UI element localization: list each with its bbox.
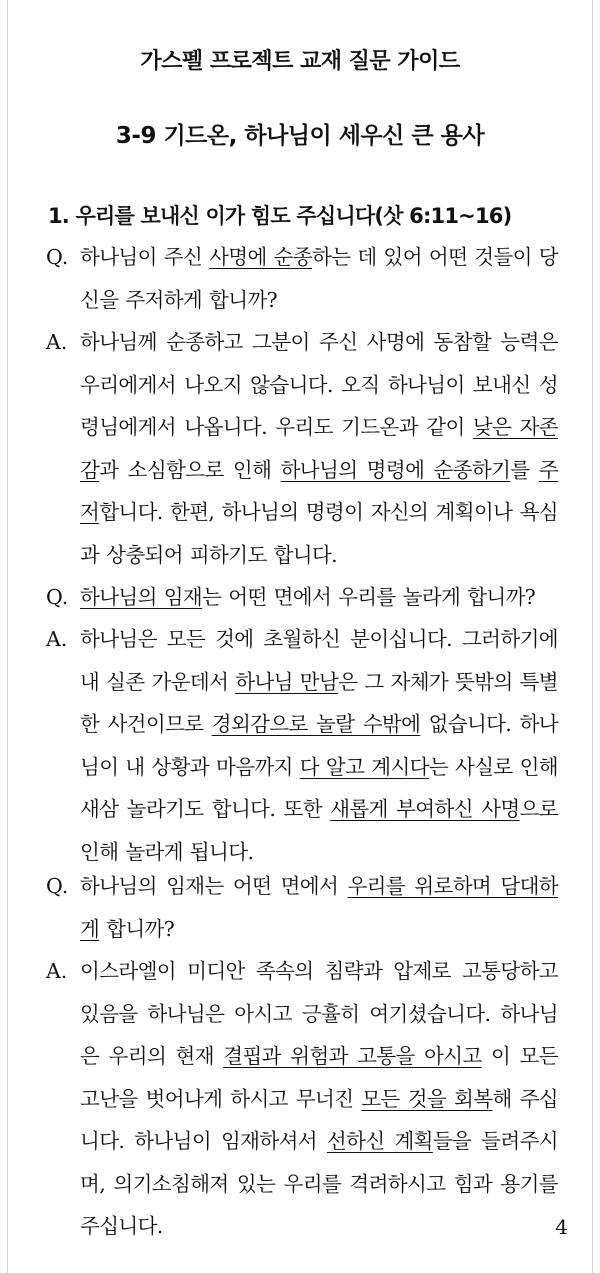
answer-text: [80, 618, 558, 873]
underlined-phrase: 하나님 만남: [235, 669, 339, 694]
question-text: [80, 236, 558, 321]
text-segment: 는 사실로 인해 새삼 놀라기도 합니다. 또한: [80, 754, 558, 821]
question-block: [46, 236, 558, 321]
question-text: [80, 576, 558, 619]
answer-text: [80, 321, 558, 576]
page-edge-left: [7, 0, 8, 1273]
lesson-title: 3-9 기드온, 하나님이 세우신 큰 용사: [115, 123, 485, 149]
question-block: [46, 576, 558, 619]
text-segment: 합니까?: [99, 916, 175, 941]
text-segment: 해 주십니다. 하나님이 임재하셔서: [80, 1086, 558, 1153]
text-segment: 하나님께 순종하고 그분이 주신 사명에 동참할 능력은 우리에게서 나오지 않습니다. 오직 하나님이 보내신 성령님에게서 나옵니다. 우리도 기드온과 같이: [80, 330, 558, 439]
text-segment: 합니다. 한편, 하나님의 명령이 자신의 계획이나 욕심과 상충되어 피하기도 합니다.: [80, 500, 558, 567]
text-segment: 는 어떤 면에서 우리를 놀라게 합니까?: [202, 585, 536, 609]
underlined-phrase: 사명에 순종: [209, 245, 313, 269]
answer-marker: A.: [46, 959, 68, 983]
guide-title: 가스펠 프로젝트 교재 질문 가이드: [140, 49, 460, 74]
text-segment: 하나님의 임재는 어떤 면에서: [80, 874, 348, 898]
question-text: [80, 865, 558, 950]
question-marker: Q.: [46, 874, 69, 898]
text-segment: 하는 데 있어 어떤 것들이 당신을 주저하게 합니까?: [80, 245, 558, 312]
underlined-phrase: 새롭게 부여하신 사명: [330, 797, 520, 821]
underlined-phrase: 주저: [80, 457, 559, 524]
text-segment: 이 모든 고난을 벗어나게 하시고 무너진: [80, 1044, 559, 1111]
underlined-phrase: 다 알고 계시다: [299, 754, 429, 779]
text-segment: 들을 들려주시며, 의기소침해져 있는 우리를 격려하시고 힘과 용기를 주십니다.: [80, 1129, 558, 1238]
question-marker: Q.: [46, 585, 69, 609]
text-segment: 과 소심함으로 인해: [99, 457, 281, 482]
underlined-phrase: 우리를 위로하며 담대하게: [80, 874, 558, 941]
text-segment: 이스라엘이 미디안 족속의 침략과 압제로 고통당하고 있음을 하나님은 아시고 긍휼히 여기셨습니다. 하나님은 우리의 현재: [80, 959, 558, 1068]
underlined-phrase: 하나님의 명령에 순종하기: [280, 457, 511, 482]
page-edge-right: [592, 0, 593, 1273]
question-block: [46, 865, 558, 950]
underlined-phrase: 결핍과 위험과 고통을 아시고: [223, 1044, 482, 1068]
underlined-phrase: 낮은 자존감: [80, 415, 559, 482]
text-segment: 하나님은 모든 것에 초월하신 분이십니다. 그러하기에 내 실존 가운데서: [80, 627, 558, 694]
answer-block: [46, 321, 558, 576]
underlined-phrase: 하나님의 임재: [80, 585, 203, 609]
answer-marker: A.: [46, 627, 68, 651]
underlined-phrase: 모든 것을 회복: [361, 1086, 493, 1111]
text-segment: 으로 인해 놀라게 됩니다.: [80, 797, 558, 864]
section-heading: 1. 우리를 보내신 이가 힘도 주십니다(삿 6:11~16): [48, 204, 512, 228]
question-marker: Q.: [46, 245, 69, 269]
answer-block: [46, 950, 558, 1248]
page-number: 4: [555, 1215, 568, 1239]
text-segment: 없습니다. 하나님이 내 상황과 마음까지: [80, 712, 558, 779]
text-segment: 를: [510, 457, 539, 482]
underlined-phrase: 선하신 계획: [326, 1129, 433, 1153]
answer-marker: A.: [46, 330, 68, 354]
answer-block: [46, 618, 558, 873]
underlined-phrase: 경외감으로 놀랄 수밖에: [211, 712, 421, 736]
text-segment: 하나님이 주신: [80, 245, 210, 269]
text-segment: 은 그 자체가 뜻밖의 특별한 사건이므로: [80, 669, 559, 736]
answer-text: [80, 950, 558, 1248]
